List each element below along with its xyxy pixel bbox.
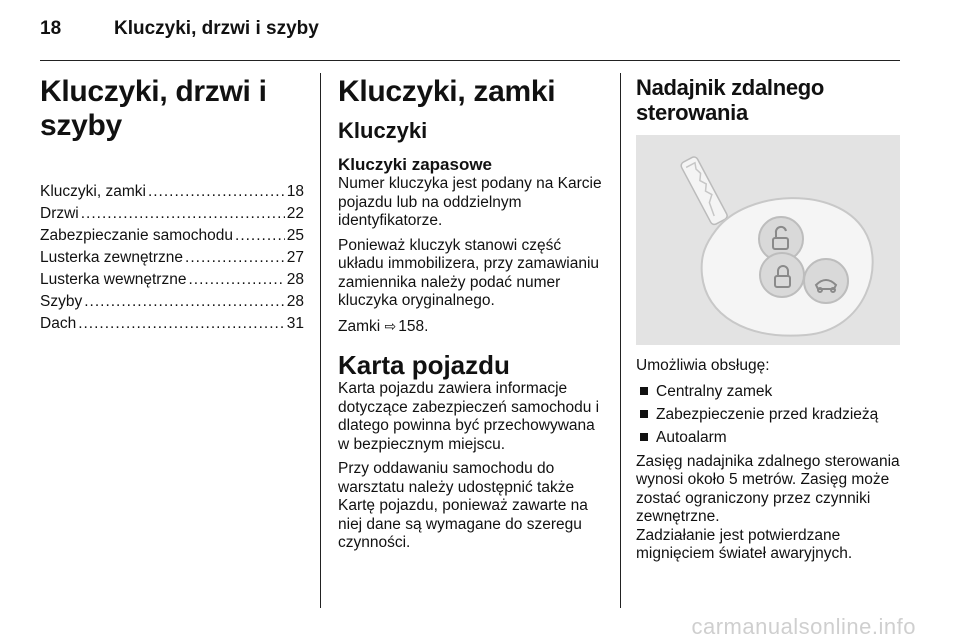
- bullet-icon: [640, 433, 648, 441]
- watermark: carmanualsonline.info: [691, 614, 916, 639]
- toc-page: 22: [286, 205, 304, 222]
- toc-label: Drzwi: [40, 205, 79, 222]
- section-title: Nadajnik zdalnego sterowania: [636, 75, 825, 125]
- reference-arrow-icon: ⇨: [384, 317, 397, 334]
- paragraph: Zadziałanie jest potwierdzane mignięciem świateł awaryjnych.: [636, 526, 853, 562]
- list-item: Autoalarm: [636, 426, 906, 449]
- reference-page: 158.: [398, 317, 429, 335]
- toc-label: Dach: [40, 315, 77, 332]
- toc-entry[interactable]: [40, 181, 304, 203]
- toc-entry[interactable]: [40, 313, 304, 335]
- column-divider: [620, 73, 621, 608]
- paragraph: Przy oddawaniu samochodu do warsztatu należy udostępnić także Kartę pojazdu, ponieważ zawarte na niej dane są wymagane do szeregu czynności.: [338, 460, 588, 551]
- toc-entry[interactable]: [40, 269, 304, 291]
- column-divider: [320, 73, 321, 608]
- toc-page: 28: [286, 293, 304, 310]
- toc-entry[interactable]: [40, 225, 304, 247]
- paragraph: Ponieważ kluczyk stanowi część układu immobilizera, przy zamawianiu zamiennika należy podać numer kluczyka oryginalnego.: [338, 236, 600, 309]
- section-title: Kluczyki, zamki: [338, 75, 556, 108]
- list-item: Zabezpieczenie przed kradzieżą: [636, 403, 906, 426]
- paragraph: Karta pojazdu zawiera informacje dotyczące zabezpieczeń samochodu i dlatego powinna być przechowywana w bezpiecznym miejscu.: [338, 380, 600, 453]
- reference-label: Zamki: [338, 317, 381, 335]
- spare-keys-heading: Kluczyki zapasowe: [338, 155, 493, 174]
- bullet-icon: [640, 387, 648, 395]
- toc-page: 28: [286, 271, 304, 288]
- paragraph: Zasięg nadajnika zdalnego sterowania wynosi około 5 metrów. Zasięg może zostać ograniczony przez czynniki zewnętrzne.: [636, 452, 900, 525]
- toc-label: Kluczyki, zamki: [40, 183, 146, 200]
- table-of-contents: [40, 181, 304, 335]
- toc-label: Zabezpieczanie samochodu: [40, 227, 234, 244]
- chapter-column: [40, 75, 304, 335]
- toc-entry[interactable]: [40, 291, 304, 313]
- toc-page: 18: [286, 183, 304, 200]
- intro-text: Umożliwia obsługę:: [636, 357, 770, 374]
- toc-page: 31: [286, 315, 304, 332]
- toc-label: Lusterka zewnętrzne: [40, 249, 184, 266]
- running-title: Kluczyki, drzwi i szyby: [114, 18, 319, 39]
- key-fob-icon: [636, 135, 900, 345]
- toc-page: 25: [286, 227, 304, 244]
- toc-entry[interactable]: [40, 203, 304, 225]
- feature-list: [636, 380, 906, 449]
- toc-entry[interactable]: [40, 247, 304, 269]
- toc-label: Szyby: [40, 293, 83, 310]
- cross-reference[interactable]: [338, 317, 606, 337]
- remote-control-column: [636, 75, 906, 564]
- keys-locks-column: [338, 75, 606, 553]
- bullet-icon: [640, 410, 648, 418]
- header-rule: [40, 60, 900, 61]
- toc-page: 27: [286, 249, 304, 266]
- page-number: 18: [40, 18, 62, 39]
- key-fob-illustration: [636, 135, 900, 345]
- vehicle-card-heading: Karta pojazdu: [338, 350, 510, 380]
- toc-label: Lusterka wewnętrzne: [40, 271, 187, 288]
- chapter-title: Kluczyki, drzwi i szyby: [40, 75, 267, 142]
- paragraph: Numer kluczyka jest podany na Karcie pojazdu lub na oddzielnym identyfikatorze.: [338, 175, 602, 229]
- subsection-title: Kluczyki: [338, 118, 428, 143]
- page-header: [40, 18, 900, 58]
- list-item: Centralny zamek: [636, 380, 906, 403]
